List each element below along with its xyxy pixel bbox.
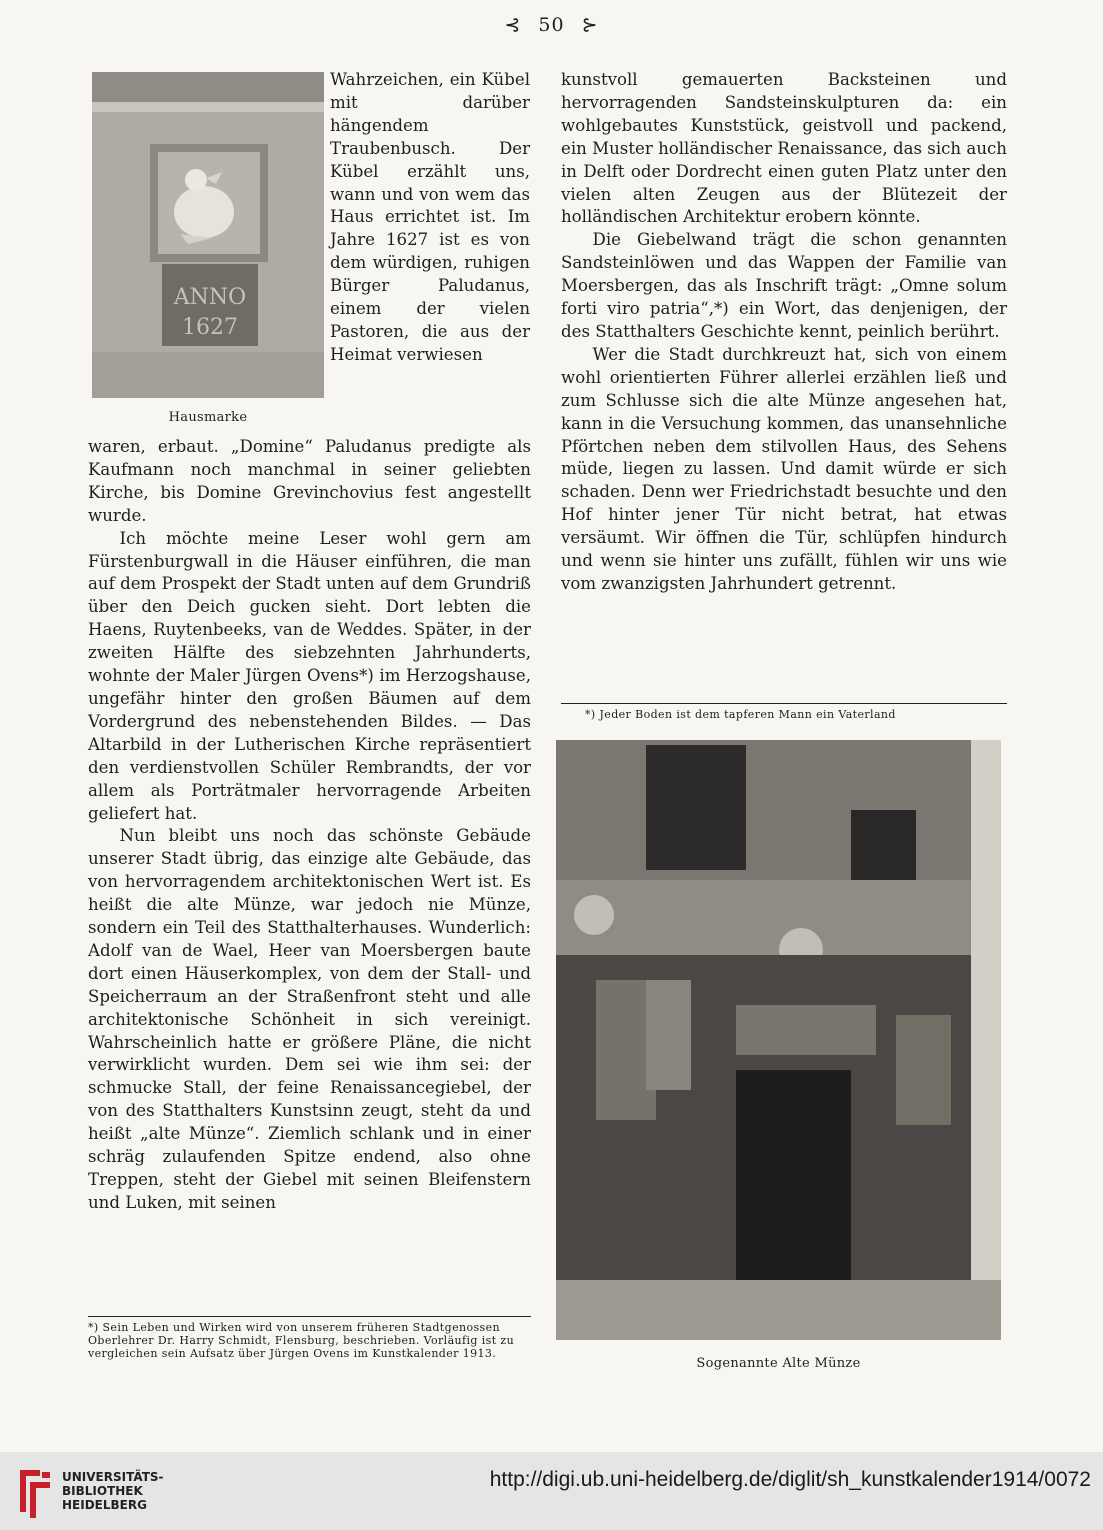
svg-text:1627: 1627 [182, 315, 238, 340]
right-column-text [561, 69, 1007, 596]
library-logo-icon [14, 1462, 56, 1520]
alte-muenze-photo [556, 740, 1001, 1340]
alte-muenze-caption: Sogenannte Alte Münze [696, 1356, 861, 1371]
paragraph: Nun bleibt uns noch das schönste Gebäude unserer Stadt übrig, das einzige alte Gebäude, das von hervorragendem architektonischen Wert ist. Es heißt die alte Münze, war jedoch nie Münze, sondern ein Teil des Statthalterhauses. Wunderlich: Adolf van de Wael, Heer van Moersbergen baute dort einen Häuserkomplex, von dem der Stall- und Speicherraum an der Straßenfront steht und alle architektonische Schönheit in sich vereinigt. Wahrscheinlich hatte er größere Pläne, die nicht verwirklicht wurden. Dem sei wie ihm sei: der schmucke Stall, der feine Renaissancegiebel, der von des Statthalters Kunstsinn zeugt, steht da und heißt „alte Münze“. Ziemlich schlank und in einer schräg zulaufenden Spitze endend, also ohne Treppen, steht der Giebel mit seinen Bleifenstern und Luken, mit seinen [88, 826, 531, 1212]
paragraph: Wer die Stadt durchkreuzt hat, sich von einem wohl orientierten Führer allerlei erzählen ließ und zum Schlusse sich die alte Münze angesehen hat, kann in die Versuchung kommen, das unansehnliche Pförtchen neben dem stilvollen Haus, des Sehens müde, liegen zu lassen. Und damit würde er sich schaden. Denn wer Friedrichstadt besuchte und den Hof hinter jener Tür nicht betrat, hat etwas versäumt. Wir öffnen die Tür, schlüpfen hindurch und wenn sie hinter uns zufällt, fühlen wir uns wie vom zwanzigsten Jahrhundert getrennt. [561, 344, 1007, 593]
ornament-right-icon: ⊱ [581, 14, 599, 36]
left-column-text [88, 436, 531, 1215]
footnote-rule [561, 703, 1007, 704]
paragraph: kunstvoll gemauerten Backsteinen und hervorragenden Sandsteinskulpturen da: ein wohlgebautes Kunststück, geistvoll und packend, ein Muster holländischer Renaissance, das sich auch in Delft oder Dordrecht einen guten Platz unter den vielen alten Zeugen aus der Blütezeit der holländischen Architektur erobern könnte. [561, 70, 1007, 227]
text-beside-image: Wahrzeichen, ein Kübel mit darüber hängendem Traubenbusch. Der Kübel erzählt uns, wann und von wem das Haus errichtet ist. Im Jahre 1627 ist es von dem würdigen, ruhigen Bürger Paludanus, einem der vielen Pastoren, die aus der Heimat verwiesen [330, 70, 530, 364]
paragraph: Die Giebelwand trägt die schon genannten Sandsteinlöwen und das Wappen der Familie van Moersbergen, das als Inschrift trägt: „Omne solum forti viro patria“,*) ein Wort, das denjenigen, der des Statthalters Geschichte kennt, peinlich berührt. [561, 230, 1007, 341]
paragraph: waren, erbaut. „Domine“ Paludanus predigte als Kaufmann noch manchmal in seiner geliebten Kirche, bis Domine Grevinchovius fest angestellt wurde. [88, 437, 531, 525]
right-footnote: *) Jeder Boden ist dem tapferen Mann ein Vaterland [585, 708, 896, 721]
hausmarke-illustration [92, 72, 324, 398]
source-url-link[interactable]: http://digi.ub.uni-heidelberg.de/diglit/sh_kunstkalender1914/0072 [489, 1468, 1091, 1491]
left-footnote: *) Sein Leben und Wirken wird von unserem früheren Stadtgenossen Oberlehrer Dr. Harry Schmidt, Flensburg, beschrieben. Vorläufig ist zu vergleichen sein Aufsatz über Jürgen Ovens im Kunstkalender 1913. [88, 1321, 515, 1360]
alte-muenze-illustration [556, 740, 1001, 1340]
hausmarke-photo [92, 72, 324, 398]
university-library-logo[interactable] [14, 1462, 56, 1520]
footnote-rule [88, 1316, 531, 1317]
plaque-text: ANNO [173, 285, 247, 310]
paragraph: Ich möchte meine Leser wohl gern am Fürstenburgwall in die Häuser einführen, die man auf dem Prospekt der Stadt unten auf dem Grundriß über den Deich gucken sieht. Dort lebten die Haens, Ruytenbeeks, van de Weddes. Später, in der zweiten Hälfte des siebzehnten Jahrhunderts, wohnte der Maler Jürgen Ovens*) im Herzogshause, ungefähr hinter den großen Bäumen auf dem Vordergrund des nebenstehenden Bildes. — Das Altarbild in der Lutherischen Kirche repräsentiert den verdienstvollen Schüler Rembrandts, der vor allem als Porträtmaler hervorragende Arbeiten geliefert hat. [88, 528, 531, 823]
hausmarke-caption: Hausmarke [168, 410, 248, 425]
page-number [0, 14, 1103, 36]
ornament-left-icon: ⊰ [504, 14, 522, 36]
footer-bar [0, 1452, 1103, 1530]
page-number-value: 50 [538, 14, 565, 36]
library-name: UNIVERSITÄTS- BIBLIOTHEK HEIDELBERG [62, 1470, 164, 1512]
